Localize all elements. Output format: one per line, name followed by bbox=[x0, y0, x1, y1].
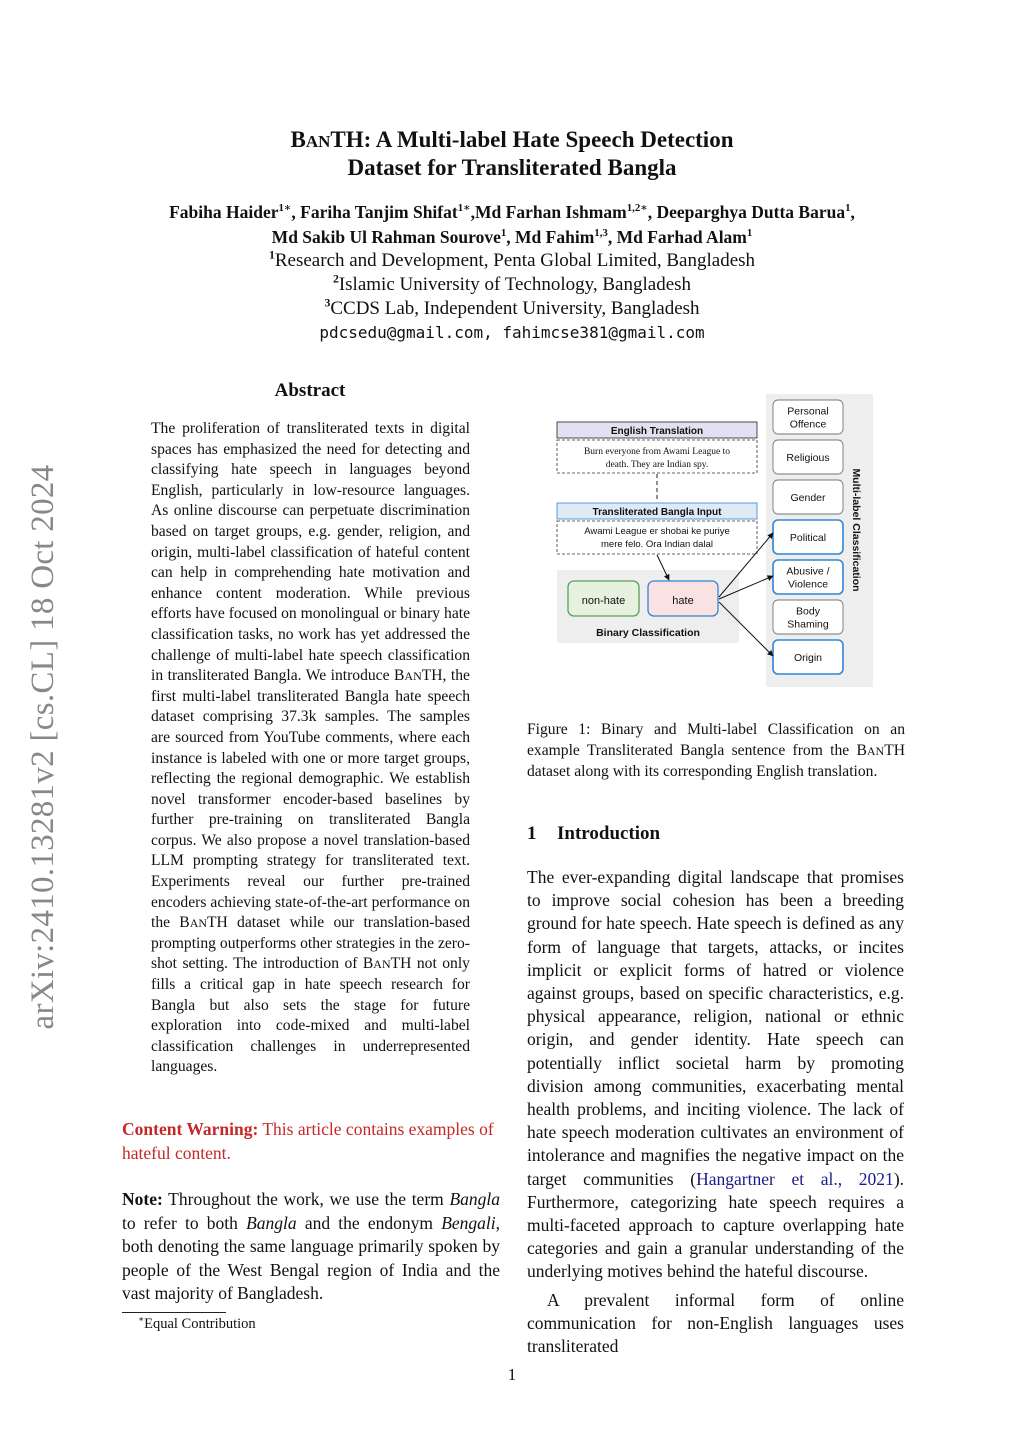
banth-name bbox=[291, 127, 364, 152]
english-text-line-1: Burn everyone from Awami League to bbox=[583, 447, 731, 457]
multilabel-title: Multi-label Classification bbox=[850, 468, 862, 592]
multilabel-label: Abusive / bbox=[786, 565, 830, 578]
banth-initial: B bbox=[394, 667, 405, 685]
introduction-body bbox=[527, 866, 904, 1358]
author-line-2 bbox=[80, 224, 944, 250]
citation-link[interactable]: Hangartner et al., 2021 bbox=[696, 1168, 894, 1189]
abstract-text: The proliferation of transliterated texts in digital spaces has emphasized the need for detecting and classifying hate speech in languages beyond English, particularly in low-resource languages. As online discourse can perpetuate discrimination based on target groups, e.g. gender, religion, and origin, multi-label classification of hateful content can help in comprehending hate motivation and enhance content moderation. While previous efforts have focused on monolingual or binary hate classification tasks, no work has yet addressed the challenge of multi-label hate speech classification in transliterated Bangla. We introduce bbox=[151, 420, 470, 685]
multilabel-label: Origin bbox=[793, 652, 823, 664]
note-text: and the endonym bbox=[296, 1212, 442, 1233]
note-italic: Bengali bbox=[441, 1212, 496, 1233]
figure-1-diagram bbox=[527, 390, 907, 695]
page-number: 1 bbox=[507, 1365, 517, 1384]
multilabel-label: Political bbox=[789, 532, 827, 544]
author-name: , Md Farhad Alam bbox=[607, 227, 747, 247]
author-name: , Md Fahim bbox=[506, 227, 595, 247]
author-name: ,Md Farhan Ishmam bbox=[470, 202, 627, 222]
intro-paragraph-1 bbox=[527, 866, 904, 1284]
affiliation-sup: 1 bbox=[268, 248, 275, 262]
multilabel-label: Religious bbox=[786, 452, 830, 464]
footnote bbox=[138, 1316, 256, 1333]
note-text: to refer to both bbox=[122, 1212, 247, 1233]
banth-tail: TH bbox=[207, 914, 228, 932]
abstract-text: not only fills a critical gap in hate speech research for Bangla but also sets the stage for future exploration into code-mixed and multi-label classification challenges in underrepresented languages. bbox=[151, 955, 470, 1076]
intro-text: ). Furthermore, categorizing hate speech requires a multi-faceted approach to capture overlapping hate categories and gain a granular understanding of the underlying motives behind the hateful discourse. bbox=[527, 1168, 905, 1282]
affiliation-sup: 2 bbox=[332, 272, 339, 286]
binary-title: Binary Classification bbox=[596, 627, 700, 639]
affiliation-sup: 3 bbox=[324, 296, 331, 310]
arxiv-identifier: arXiv:2410.13281v2 [cs.CL] 18 Oct 2024 bbox=[25, 464, 61, 1030]
multilabel-label: Body bbox=[796, 605, 820, 618]
banth-name bbox=[856, 742, 905, 759]
author-name: Fabiha Haider bbox=[169, 202, 279, 222]
author-line-1 bbox=[80, 199, 944, 225]
banth-smallcaps: AN bbox=[373, 957, 391, 972]
multilabel-label: Gender bbox=[790, 492, 826, 504]
abstract-heading: Abstract bbox=[274, 380, 346, 401]
abstract-body bbox=[151, 419, 470, 1078]
banth-tail: TH bbox=[421, 667, 443, 685]
author-sup: 1 bbox=[845, 202, 851, 215]
author-name: , Fariha Tanjim Shifat bbox=[291, 202, 458, 222]
multilabel-label: Shaming bbox=[787, 618, 829, 631]
note-italic: Bangla bbox=[246, 1212, 297, 1233]
banth-tail: TH bbox=[884, 741, 905, 759]
note-paragraph bbox=[122, 1188, 500, 1306]
content-warning-label: Content Warning: bbox=[122, 1119, 259, 1139]
banth-name bbox=[394, 667, 443, 684]
affiliation-text: CCDS Lab, Independent University, Bangladesh bbox=[330, 298, 700, 319]
affiliation-3 bbox=[100, 297, 924, 321]
abstract-text: , the first multi-label transliterated Bangla hate speech dataset comprising 37.3k samples. The samples are sourced from YouTube comments, where each instance is labeled with one or more target groups, reflecting the regional demographic. We establish novel transformer encoder-based baselines by further pre-training on transliterated Bangla corpus. We also propose a novel translation-based LLM prompting strategy for transliterated text. Experiments reveal our further pre-trained encoders achieving state-of-the-art performance on the bbox=[151, 667, 470, 932]
author-sup: 1∗ bbox=[457, 202, 471, 215]
footnote-rule bbox=[122, 1312, 226, 1313]
english-translation-label: English Translation bbox=[610, 426, 704, 437]
banth-smallcaps: AN bbox=[866, 743, 885, 758]
banth-initial: B bbox=[290, 127, 306, 152]
caption-text: Figure 1: Binary and Multi-label Classification on an example Transliterated Bangla sentence from the bbox=[527, 721, 905, 759]
author-sup: 1,3 bbox=[594, 227, 608, 240]
non-hate-label: non-hate bbox=[581, 595, 626, 607]
content-warning bbox=[122, 1118, 500, 1165]
note-text: , both denoting the same language primarily spoken by people of the West Bengal region of India and the vast majority of Bangladesh. bbox=[122, 1212, 501, 1303]
bangla-input-label: Transliterated Bangla Input bbox=[592, 507, 722, 518]
footnote-text: Equal Contribution bbox=[144, 1316, 256, 1332]
author-sup: 1 bbox=[500, 227, 507, 240]
affiliation-1 bbox=[100, 249, 924, 273]
paper-title-line-1 bbox=[100, 126, 924, 155]
footnote-mark: ∗ bbox=[138, 1314, 145, 1325]
banth-name bbox=[363, 955, 412, 972]
bangla-text-line-1: Awami League er shobai ke puriye bbox=[584, 526, 730, 537]
intro-paragraph-2: A prevalent informal form of online communication for non-English languages uses transliterated bbox=[527, 1289, 904, 1357]
banth-initial: B bbox=[856, 741, 867, 759]
banth-smallcaps: AN bbox=[189, 916, 208, 931]
note-label: Note: bbox=[122, 1189, 163, 1209]
bangla-text-line-2: mere felo. Ora Indian dalal bbox=[601, 539, 713, 550]
contact-emails[interactable]: pdcsedu@gmail.com, fahimcse381@gmail.com bbox=[319, 323, 705, 342]
note-text: Throughout the work, we use the term bbox=[162, 1189, 450, 1209]
banth-smallcaps: AN bbox=[305, 132, 331, 151]
note-italic: Bangla bbox=[449, 1189, 500, 1209]
banth-tail: TH bbox=[330, 127, 364, 152]
author-name: , Deeparghya Dutta Barua bbox=[647, 202, 846, 222]
affiliation-text: Research and Development, Penta Global Limited, Bangladesh bbox=[274, 250, 756, 271]
title-rest: : A Multi-label Hate Speech Detection bbox=[363, 127, 734, 152]
abstract-text: dataset while our translation-based prompting outperforms other strategies in the zero-shot setting. The introduction of bbox=[151, 914, 470, 973]
author-sep: , bbox=[850, 202, 855, 222]
hate-label: hate bbox=[672, 595, 694, 607]
section-number: 1 bbox=[527, 823, 537, 844]
author-sup: 1∗ bbox=[278, 202, 292, 215]
section-title: Introduction bbox=[557, 823, 661, 844]
intro-text: The ever-expanding digital landscape that promises to improve social cohesion has been a breeding ground for hate speech. Hate speech is defined as any form of language that targets, attacks, or incites implicit or explicit forms of hatred or violence against groups, based on specific characteristics, e.g. physical appearance, religion, national or ethnic origin, and gender identity. Hate speech can potentially inflict societal harm by promoting division among communities, exacerbating mental health problems, and inciting violence. The lack of hate speech moderation cultivates an environment of intolerance and magnifies the negative impact on the target communities ( bbox=[527, 867, 904, 1189]
author-sup: 1,2∗ bbox=[626, 202, 648, 215]
multilabel-label: Offence bbox=[789, 418, 827, 431]
paper-title-line-2: Dataset for Transliterated Bangla bbox=[347, 155, 677, 180]
author-name: Md Sakib Ul Rahman Sourove bbox=[271, 227, 501, 247]
multilabel-label: Personal bbox=[787, 405, 829, 418]
introduction-heading bbox=[527, 823, 660, 845]
affiliation-text: Islamic University of Technology, Bangladesh bbox=[338, 274, 692, 295]
content-warning-text: This article contains examples of hateful content. bbox=[122, 1119, 494, 1163]
affiliation-2 bbox=[100, 273, 924, 297]
multilabel-label: Violence bbox=[787, 578, 829, 591]
banth-initial: B bbox=[362, 955, 374, 973]
banth-tail: TH bbox=[390, 955, 412, 973]
banth-smallcaps: AN bbox=[404, 669, 422, 684]
author-sup: 1 bbox=[746, 227, 753, 240]
caption-text: dataset along with its corresponding English translation. bbox=[527, 762, 878, 780]
figure-1-caption bbox=[527, 720, 905, 782]
banth-initial: B bbox=[179, 914, 190, 932]
banth-name bbox=[179, 914, 228, 931]
english-text-line-2: death. They are Indian spy. bbox=[605, 460, 709, 470]
